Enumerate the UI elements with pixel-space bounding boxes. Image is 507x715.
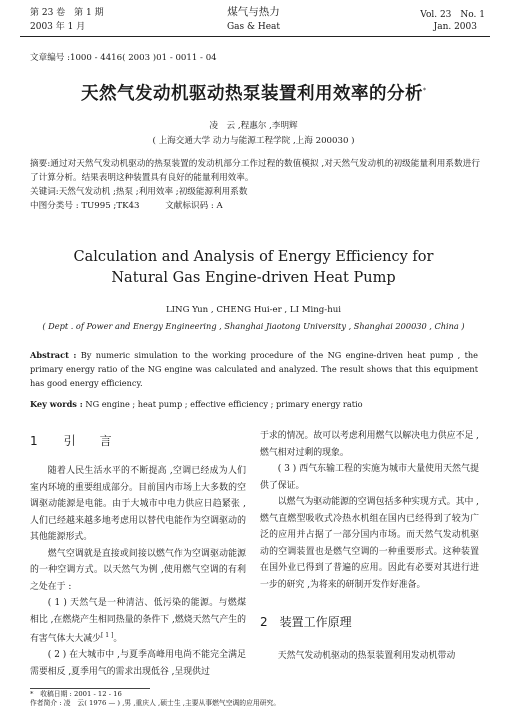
abstract-cn — [30, 158, 480, 185]
keywords-en — [30, 398, 478, 412]
right-para-3: 以燃气为驱动能源的空调包括多种实现方式。其中 ,燃气直燃型吸收式冷热水机组在国内已经得到了较为广泛的应用并占据了一部分国内市场。而天然气发动机驱动的空调装置也是燃气空调的一种重要形式。这种装置在国外业已得到了普遍的应用。因此有必要对其进行进一步的研究 ,为将来的研制开发作好准备。 — [260, 497, 479, 590]
right-para-1: 于求的情况。故可以考虑利用燃气以解决电力供应不足 ,燃气相对过剩的现象。 — [260, 431, 479, 458]
section2-number: 2 — [260, 615, 268, 629]
left-para-3-end: 。 — [113, 633, 123, 644]
right-para-4: 天然气发动机驱动的热泵装置利用发动机带动 — [277, 651, 456, 661]
authors-cn: 凌 云 ,程惠尔 ,李明辉 — [209, 121, 298, 131]
section1-heading — [30, 432, 246, 449]
left-para-3 — [30, 595, 246, 647]
keywords-en-text: NG engine ; heat pump ; effective efficiency ; primary energy ratio — [85, 399, 363, 409]
right-para-2: ( 3 ) 西气东输工程的实施为城市大量使用天然气提供了保证。 — [260, 464, 479, 491]
keywords-cn-text: :天然气发动机 ;热泵 ;利用效率 ;初级能源利用系数 — [55, 187, 248, 197]
header-date-en: Jan. 2003 — [433, 22, 477, 32]
affiliation-cn: ( 上海交通大学 动力与能源工程学院 ,上海 200030 ) — [152, 136, 355, 146]
right-column — [260, 428, 479, 665]
article-id: 文章编号 :1000 - 4416( 2003 )01 - 0011 - 04 — [30, 53, 217, 63]
classification: 中图分类号 : TU995 ;TK43 文献标识码 : A — [30, 201, 223, 211]
header-rule — [20, 36, 490, 37]
header-journal-en: Gas & Heat — [226, 22, 281, 32]
abstract-en — [30, 348, 478, 390]
affiliation-en: ( Dept . of Power and Energy Engineering , Shanghai Jiaotong University , Shanghai 200030 , China ) — [42, 321, 465, 331]
abstract-cn-text: :通过对天然气发动机驱动的热泵装置的发动机部分工作过程的数值模拟 ,对天然气发动机的初级能量利用系数进行了计算分析。结果表明这种装置具有良好的能量利用效率。 — [30, 159, 480, 183]
left-column — [30, 432, 246, 680]
title-en-line2: Natural Gas Engine-driven Heat Pump — [111, 270, 396, 286]
keywords-cn-label: 关键词 — [30, 187, 56, 197]
header-volume-en: Vol. 23 No. 1 — [420, 10, 485, 20]
title-footnote-mark: * — [423, 87, 426, 95]
title-en-line1: Calculation and Analysis of Energy Efficiency for — [73, 249, 434, 265]
header-date-cn: 2003 年 1 月 — [30, 22, 86, 32]
title-cn-block — [0, 80, 507, 105]
abstract-en-label: Abstract : — [30, 350, 77, 360]
left-para-3-text: ( 1 ) 天然气是一种清洁、低污染的能源。与燃煤相比 ,在燃烧产生相同热量的条件下 ,燃烧天然气产生的有害气体大大减少 — [30, 598, 246, 644]
abstract-en-text: By numeric simulation to the working procedure of the NG engine-driven heat pump , the primary energy ratio of the NG engine was calculated and analyzed. The result shows that this equipment has good energy efficiency. — [30, 350, 478, 388]
footnote-rule — [30, 688, 150, 689]
title-cn: 天然气发动机驱动热泵装置利用效率的分析 — [81, 84, 423, 104]
left-para-1: 随着人民生活水平的不断提高 ,空调已经成为人们室内环境的重要组成部分。目前国内市场上大多数的空调驱动能源是电能。由于大城市中电力供应日趋紧张 ,人们已经越来越多地考虑用以替代电能作为空调驱动的其他能源形式。 — [30, 466, 246, 542]
left-para-4: ( 2 ) 在大城市中 ,与夏季高峰用电尚不能完全满足需要相反 ,夏季用气的需求出现低谷 ,呈现供过 — [30, 650, 246, 677]
keywords-en-label: Key words : — [30, 399, 83, 409]
header-volume-cn: 第 23 卷 第 1 期 — [30, 8, 104, 18]
citation-ref: [ 1 ] — [101, 632, 114, 639]
section1-number: 1 — [30, 434, 38, 448]
abstract-cn-label: 摘要 — [30, 159, 48, 169]
authors-en: LING Yun , CHENG Hui-er , LI Ming-hui — [165, 305, 342, 315]
footnote-author-bio: 作者简介 : 凌 云( 1976 — ) ,男 ,重庆人 ,硕士生 ,主要从事燃气空调的应用研究。 — [30, 699, 281, 707]
keywords-cn — [30, 186, 480, 200]
left-para-2: 燃气空调就是直接或间接以燃气作为空调驱动能源的一种空调方式。以天然气为例 ,使用燃气空调的有利之处在于 : — [30, 548, 246, 592]
section2-title: 装置工作原理 — [279, 615, 352, 629]
footnote-received: * 收稿日期 : 2001 - 12 - 16 — [30, 690, 122, 698]
section2-heading — [260, 613, 479, 630]
section1-title: 引 言 — [63, 434, 112, 448]
header-journal-cn: 煤气与热力 — [227, 6, 280, 18]
